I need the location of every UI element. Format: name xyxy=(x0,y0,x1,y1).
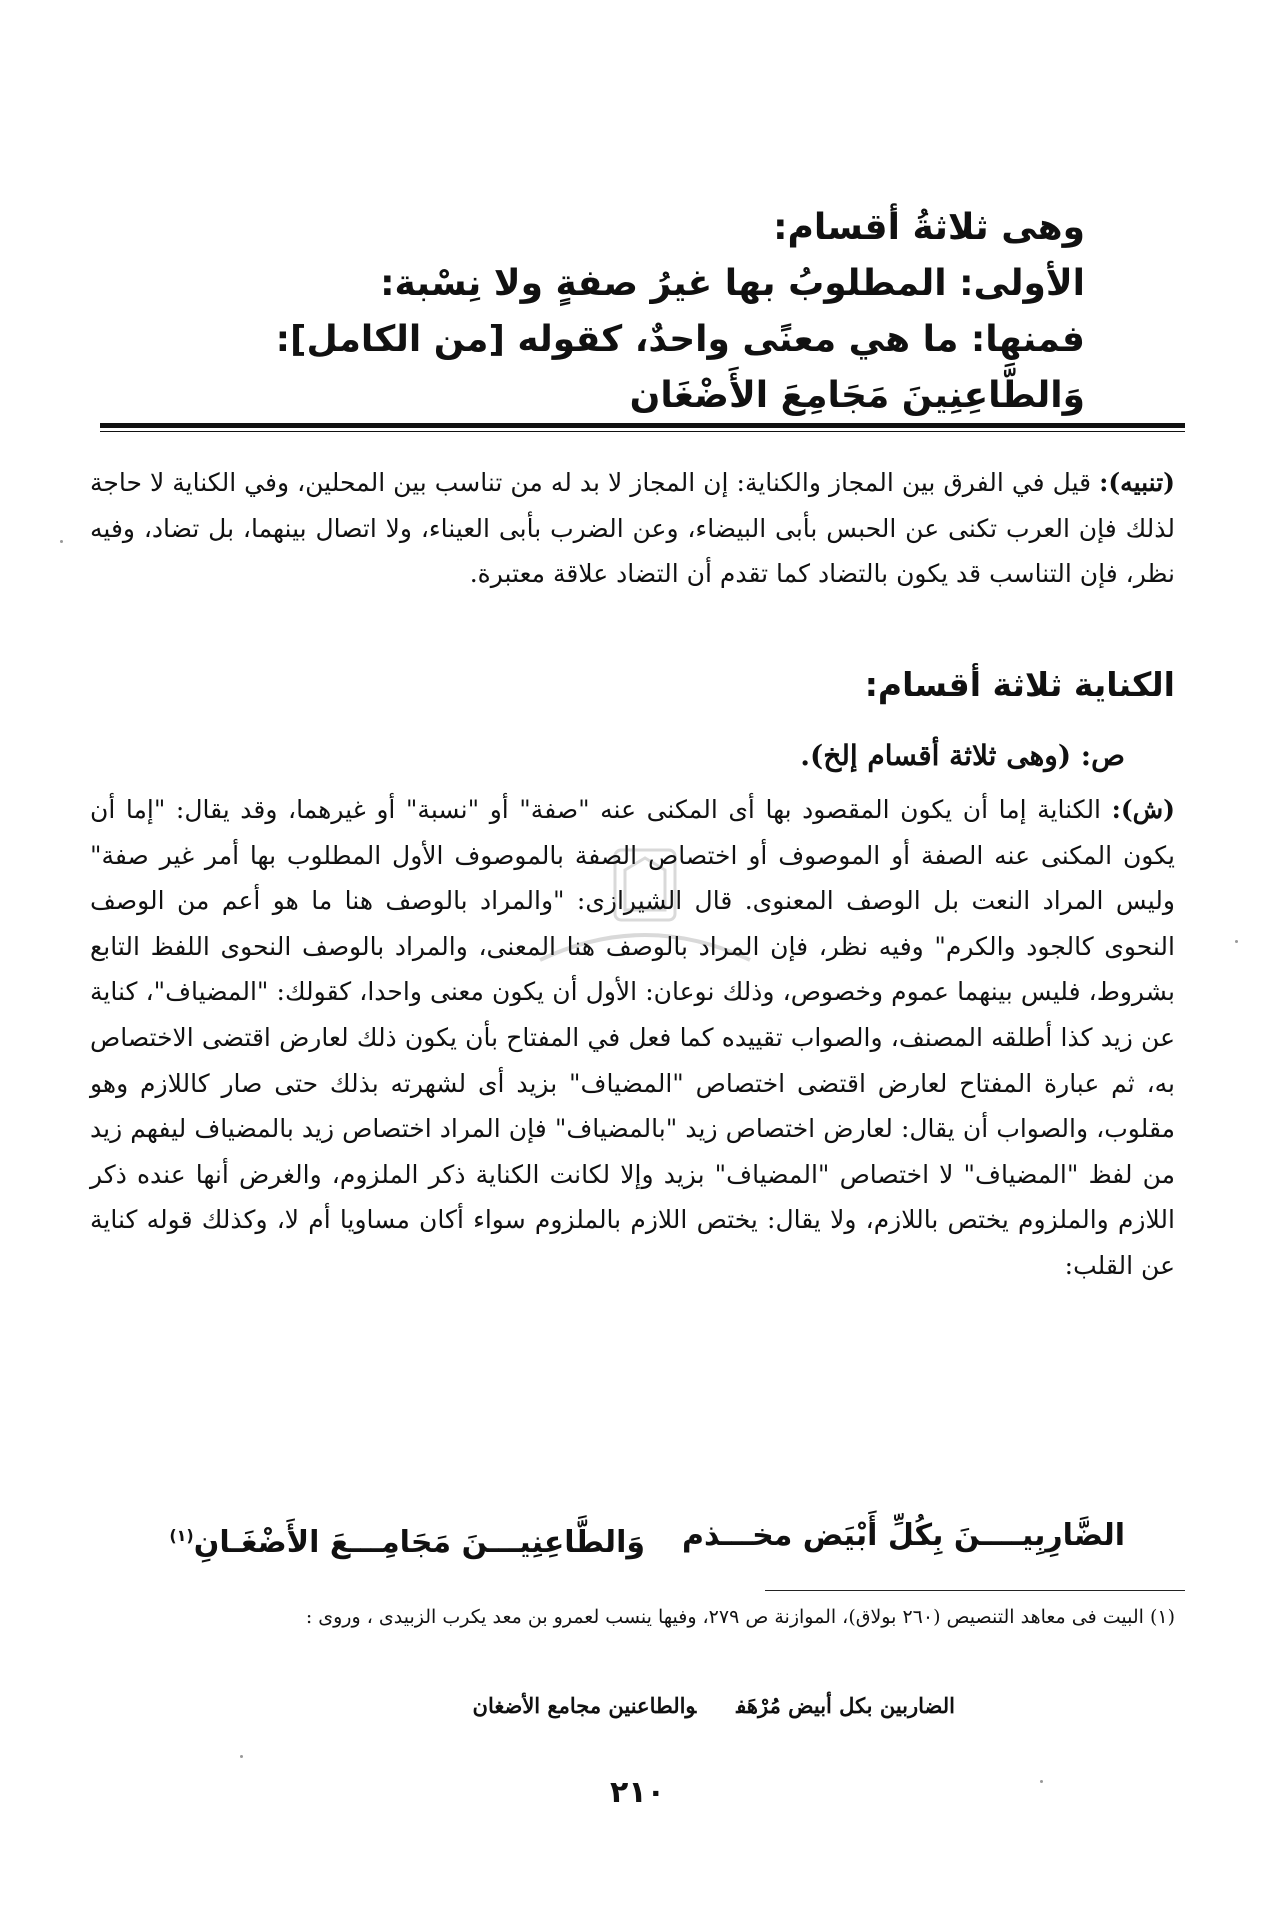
section-subheading: الكناية ثلاثة أقسام: xyxy=(864,665,1175,704)
scan-speck xyxy=(240,1755,243,1758)
notice-text: قيل في الفرق بين المجاز والكناية: إن المجاز لا بد له من تناسب بين المحلين، وفي الكناية لا حاجة لذلك فإن العرب تكنى عن الحبس بأبى البيضاء، وعن الضرب بأبى العيناء، ولا اتصال بينهما، بل تضاد، وفيه نظر، فإن التناسب قد يكون بالتضاد كما تقدم أن التضاد علاقة معتبرة. xyxy=(90,468,1175,589)
header-line-1: وهى ثلاثةُ أقسام: xyxy=(773,207,1085,248)
header-divider-thin xyxy=(100,431,1185,432)
footnote-verse xyxy=(255,1688,955,1724)
matn-header xyxy=(185,200,1085,424)
header-verse: وَالطَّاعِنِينَ مَجَامِعَ الأَضْغَان xyxy=(629,375,1085,416)
commentary-lead: (ش): xyxy=(1111,795,1175,824)
poetry-verse xyxy=(125,1510,1125,1562)
footnote-text: (١) البيت فى معاهد التنصيص (٢٦٠ بولاق)، الموازنة ص ٢٧٩، وفيها ينسب لعمرو بن معد يكرب الزبيدى ، وروى : xyxy=(305,1606,1175,1628)
verse-hemistich-2-text: وَالطَّاعِنِيـــنَ مَجَامِـــعَ الأَضْغَـانِ xyxy=(193,1525,645,1560)
verse-hemistich-1: الضَّارِبِيــــنَ بِكُلِّ أَبْيَض مخـــذم xyxy=(682,1518,1125,1553)
page-number: ٢١٠ xyxy=(610,1775,665,1810)
header-line-2: الأولى: المطلوبُ بها غيرُ صفةٍ ولا نِسْبة: xyxy=(380,263,1085,304)
scan-speck xyxy=(1040,1780,1043,1783)
library-watermark-stamp xyxy=(520,840,770,990)
sad-line: ص: (وهى ثلاثة أقسام إلخ). xyxy=(800,739,1125,772)
notice-lead: (تنبيه): xyxy=(1099,468,1175,497)
scan-speck xyxy=(60,540,63,543)
header-line-3: فمنها: ما هي معنًى واحدٌ، كقوله [من الكامل]: xyxy=(275,319,1085,360)
scan-speck xyxy=(1235,940,1238,943)
footnote-marker: (١) xyxy=(169,1526,194,1545)
footnote-divider xyxy=(765,1590,1185,1591)
commentary-text: الكناية إما أن يكون المقصود بها أى المكنى عنه "صفة" أو "نسبة" أو غيرهما، وقد يقال: "إما أن يكون المكنى عنه الصفة أو الموصوف أو اختصاص الصفة بالموصوف الأول المطلوب بها أمر غير صفة" وليس المراد النعت بل الوصف المعنوى. قال الشيرازى: "والمراد بالوصف هنا ما هو أعم من الوصف النحوى كالجود والكرم" وفيه نظر، فإن المراد بالوصف هنا المعنى، والمراد بالوصف النحوى اللفظ التابع بشروط، فليس بينهما عموم وخصوص، وذلك نوعان: الأول أن يكون معنى واحدا، كقولك: "المضياف"، كناية عن زيد كذا أطلقه المصنف، والصواب تقييده كما فعل في المفتاح بأن يكون ذلك لعارض اقتضى الاختصاص به، ثم عبارة المفتاح لعارض اقتضى اختصاص "المضياف" بزيد أى لشهرته بذلك حتى صار كاللازم وهو مقلوب، والصواب أن يقال: لعارض اختصاص زيد "بالمضياف" فإن المراد اختصاص زيد بالمضياف ليفهم زيد من لفظ "المضياف" لا اختصاص "المضياف" بزيد وإلا لكانت الكناية ذكر الملزوم، والغرض أنها عنده ذكر اللازم والملزوم يختص باللازم، ولا يقال: يختص اللازم بالملزوم سواء أكان مساويا أم لا، وكذلك قوله كناية عن القلب: xyxy=(90,795,1175,1280)
footnote-verse-hemistich-1: الضاربين بكل أبيض مُرْهَف xyxy=(736,1693,955,1718)
header-divider-thick xyxy=(100,423,1185,428)
footnote-verse-hemistich-2: والطاعنين مجامع الأضغان xyxy=(472,1693,697,1718)
verse-hemistich-2 xyxy=(169,1510,645,1569)
notice-paragraph-block xyxy=(90,460,1175,597)
notice-paragraph xyxy=(90,460,1175,597)
